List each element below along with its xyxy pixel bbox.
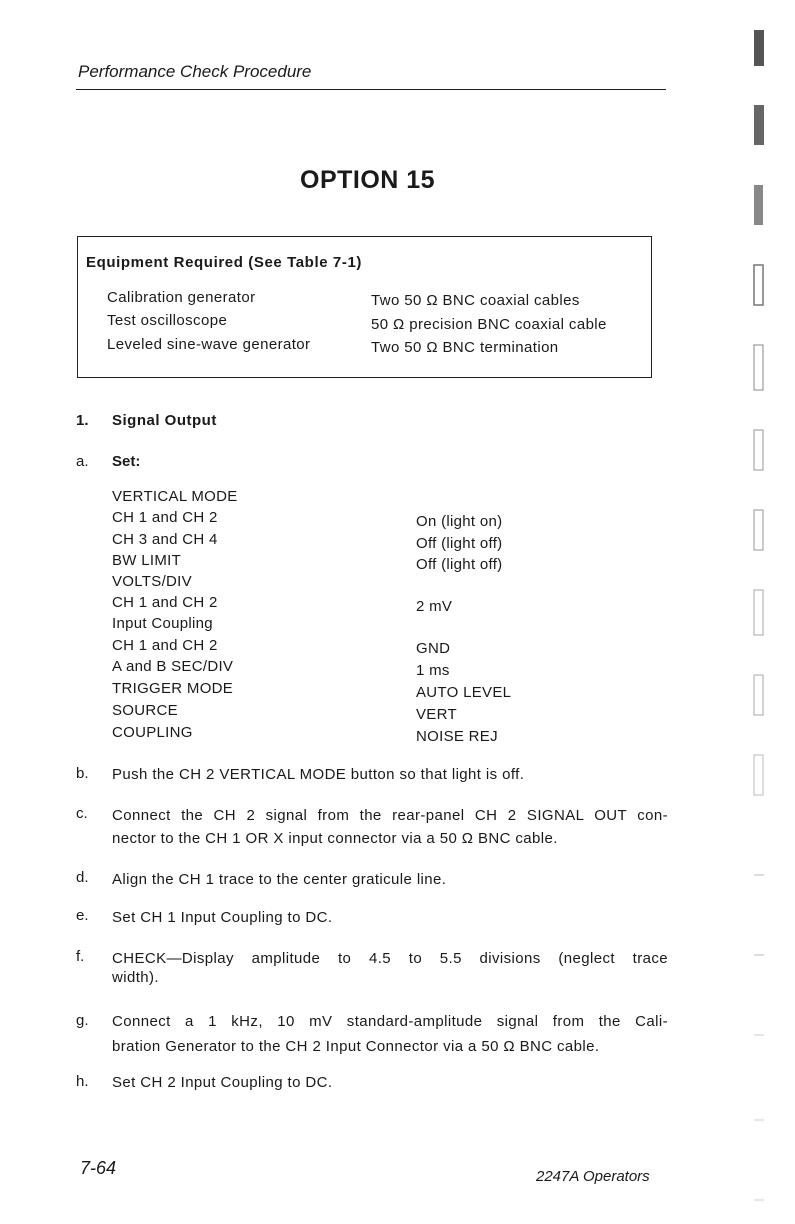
step-text: Connect the CH 2 signal from the rear-panel CH 2 SIGNAL OUT con- [112, 807, 668, 824]
step-letter: f. [76, 948, 85, 965]
running-header: Performance Check Procedure [78, 62, 312, 81]
step-text: Connect a 1 kHz, 10 mV standard-amplitude signal from the Cali- [112, 1013, 668, 1030]
setting-name: SOURCE [112, 702, 178, 719]
page-title: OPTION 15 [300, 166, 436, 194]
edge-tab-marks [748, 30, 772, 1210]
setting-name: VOLTS/DIV [112, 573, 192, 590]
step-letter: d. [76, 869, 89, 886]
step-letter: b. [76, 765, 89, 782]
step-letter: a. [76, 453, 89, 470]
setting-value: On (light on) [416, 513, 503, 530]
step-letter: g. [76, 1012, 89, 1029]
setting-name: VERTICAL MODE [112, 488, 238, 505]
setting-value: GND [416, 640, 451, 657]
step-text: Push the CH 2 VERTICAL MODE button so that light is off. [112, 766, 525, 783]
edge-tab-mark [754, 185, 763, 225]
setting-name: CH 1 and CH 2 [112, 594, 218, 611]
setting-name: Input Coupling [112, 615, 213, 632]
equipment-item: Two 50 Ω BNC coaxial cables [371, 292, 580, 309]
equipment-item: Leveled sine-wave generator [107, 336, 311, 353]
step-text: Align the CH 1 trace to the center graticule line. [112, 871, 447, 888]
set-label: Set: [112, 453, 141, 470]
setting-value: Off (light off) [416, 556, 503, 573]
setting-name: CH 1 and CH 2 [112, 509, 218, 526]
edge-tab-mark [754, 265, 763, 305]
setting-name: TRIGGER MODE [112, 680, 234, 697]
setting-value: 2 mV [416, 598, 453, 615]
step-text: nector to the CH 1 OR X input connector via a 50 Ω BNC cable. [112, 830, 558, 847]
equipment-heading: Equipment Required (See Table 7-1) [86, 254, 363, 271]
header-rule [76, 89, 666, 90]
edge-tab-mark [754, 510, 763, 550]
setting-value: NOISE REJ [416, 728, 498, 745]
section-title: Signal Output [112, 412, 217, 429]
setting-value: Off (light off) [416, 535, 503, 552]
edge-tab-mark [754, 675, 763, 715]
edge-tab-mark [754, 430, 763, 470]
step-text: Set CH 1 Input Coupling to DC. [112, 909, 333, 926]
manual-name: 2247A Operators [536, 1168, 650, 1185]
setting-name: A and B SEC/DIV [112, 658, 234, 675]
step-text: width). [112, 969, 159, 986]
setting-value: VERT [416, 706, 457, 723]
edge-tab-mark [754, 345, 763, 390]
equipment-item: 50 Ω precision BNC coaxial cable [371, 316, 607, 333]
setting-name: BW LIMIT [112, 552, 182, 569]
edge-tab-mark [754, 30, 764, 66]
setting-value: 1 ms [416, 662, 450, 679]
section-number: 1. [76, 412, 89, 429]
setting-value: AUTO LEVEL [416, 684, 512, 701]
edge-tab-mark [754, 755, 763, 795]
step-letter: h. [76, 1073, 89, 1090]
edge-tab-mark [754, 590, 763, 635]
step-letter: c. [76, 805, 88, 822]
step-text: CHECK—Display amplitude to 4.5 to 5.5 divisions (neglect trace [112, 950, 668, 967]
step-text: Set CH 2 Input Coupling to DC. [112, 1074, 333, 1091]
step-letter: e. [76, 907, 89, 924]
setting-name: COUPLING [112, 724, 193, 741]
setting-name: CH 3 and CH 4 [112, 531, 218, 548]
page-number: 7-64 [80, 1158, 117, 1178]
equipment-item: Calibration generator [107, 289, 256, 306]
edge-tab-mark [754, 105, 764, 145]
setting-name: CH 1 and CH 2 [112, 637, 218, 654]
step-text: bration Generator to the CH 2 Input Connector via a 50 Ω BNC cable. [112, 1038, 600, 1055]
equipment-item: Two 50 Ω BNC termination [371, 339, 559, 356]
equipment-item: Test oscilloscope [107, 312, 228, 329]
